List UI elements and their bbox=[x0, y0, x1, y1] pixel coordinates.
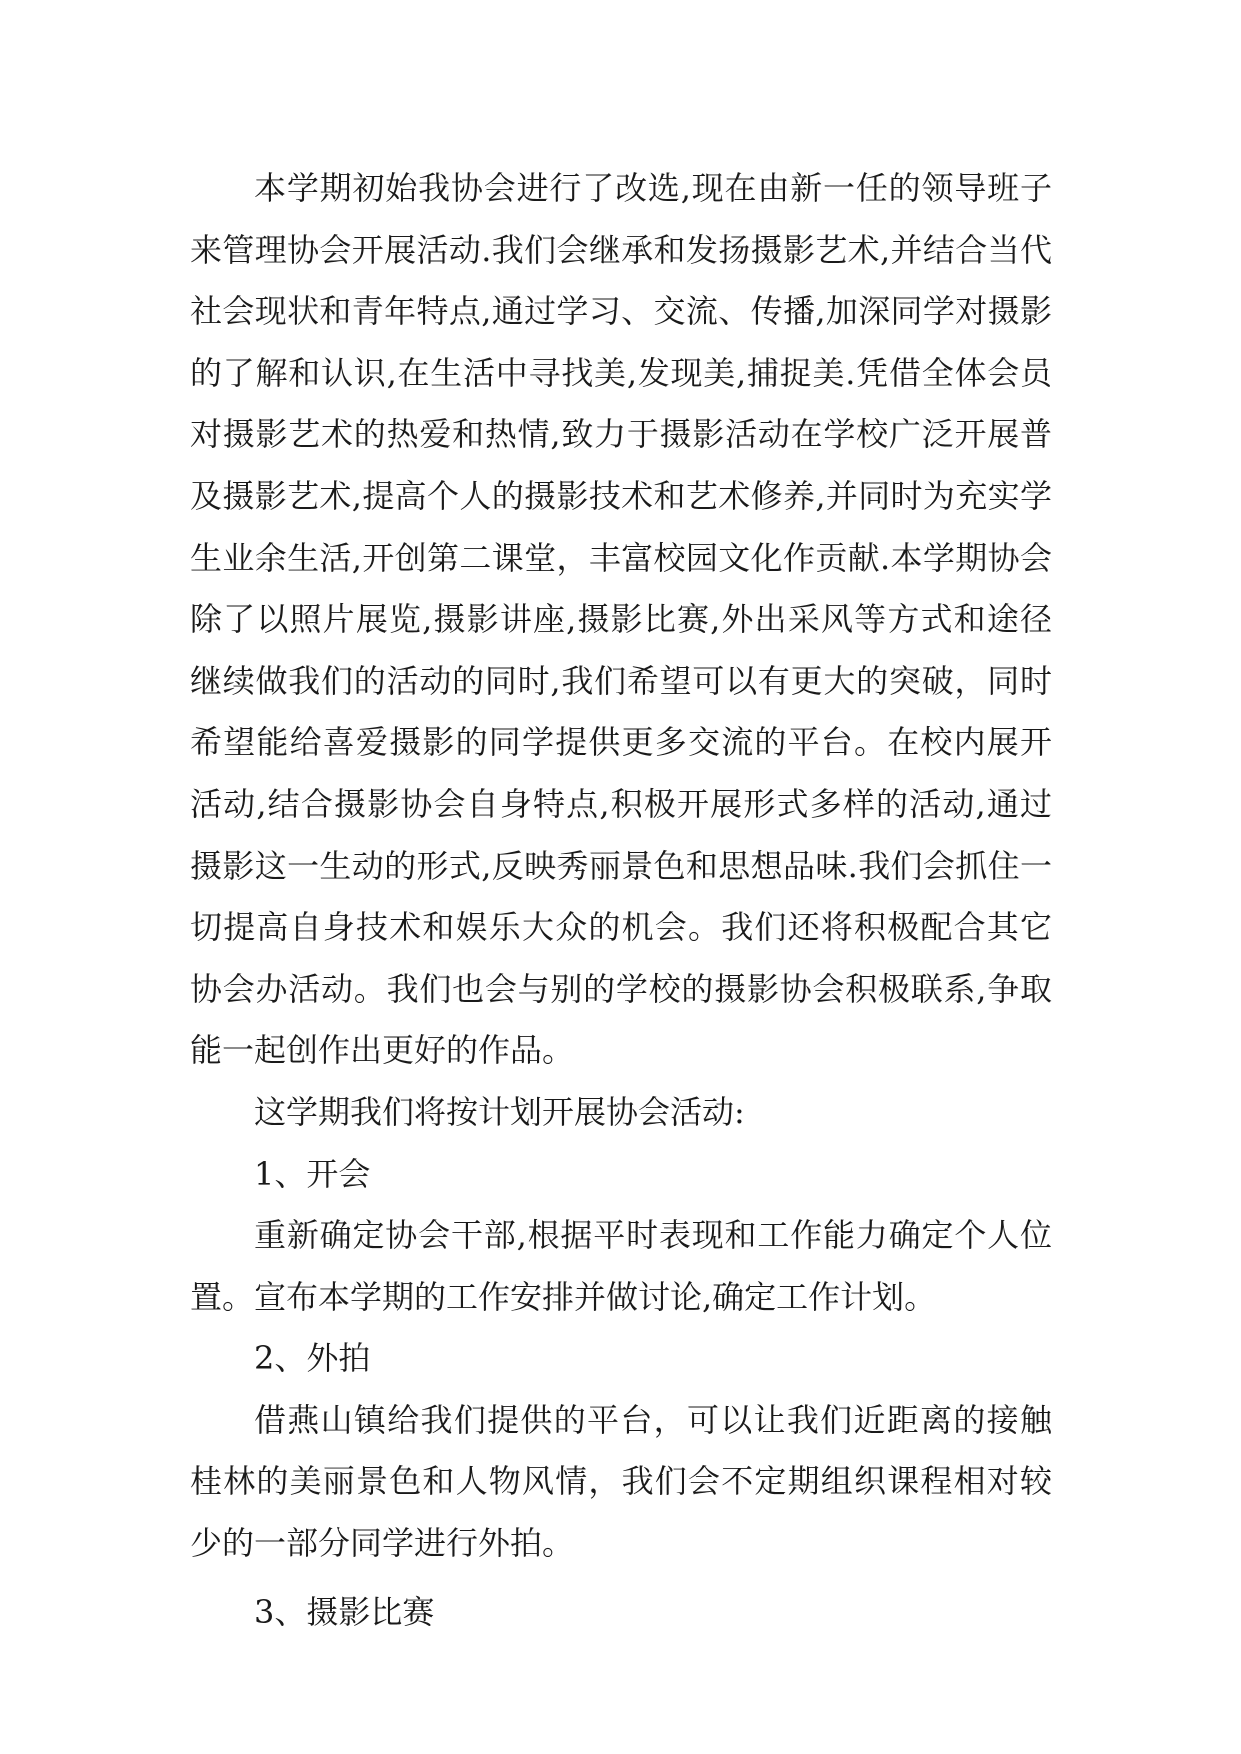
section-heading-outdoor-shoot: 2、外拍 bbox=[254, 1339, 371, 1378]
document-body bbox=[190, 158, 1052, 1643]
plan-intro: 这学期我们将按计划开展协会活动: bbox=[254, 1092, 745, 1131]
intro-paragraph: 本学期初始我协会进行了改选,现在由新一任的领导班子来管理协会开展活动.我们会继承和发扬摄影艺术,并结合当代社会现状和青年特点,通过学习、交流、传播,加深同学对摄影的了解和认识,在生活中寻找美,发现美,捕捉美.凭借全体会员对摄影艺术的热爱和热情,致力于摄影活动在学校广泛开展普及摄影艺术,提高个人的摄影技术和艺术修养,并同时为充实学生业余生活,开创第二课堂，丰富校园文化作贡献.本学期协会除了以照片展览,摄影讲座,摄影比赛,外出采风等方式和途径继续做我们的活动的同时,我们希望可以有更大的突破，同时希望能给喜爱摄影的同学提供更多交流的平台。在校内展开活动,结合摄影协会自身特点,积极开展形式多样的活动,通过摄影这一生动的形式,反映秀丽景色和思想品味.我们会抓住一切提高自身技术和娱乐大众的机会。我们还将积极配合其它协会办活动。我们也会与别的学校的摄影协会积极联系,争取能一起创作出更好的作品。 bbox=[190, 169, 1052, 1070]
section-heading-meeting: 1、开会 bbox=[254, 1154, 371, 1193]
section-body-meeting: 重新确定协会干部,根据平时表现和工作能力确定个人位置。宣布本学期的工作安排并做讨论,确定工作计划。 bbox=[190, 1216, 1052, 1316]
section-body-outdoor-shoot: 借燕山镇给我们提供的平台，可以让我们近距离的接触桂林的美丽景色和人物风情，我们会不定期组织课程相对较少的一部分同学进行外拍。 bbox=[190, 1400, 1052, 1563]
section-heading-photo-contest: 3、摄影比赛 bbox=[254, 1592, 435, 1631]
